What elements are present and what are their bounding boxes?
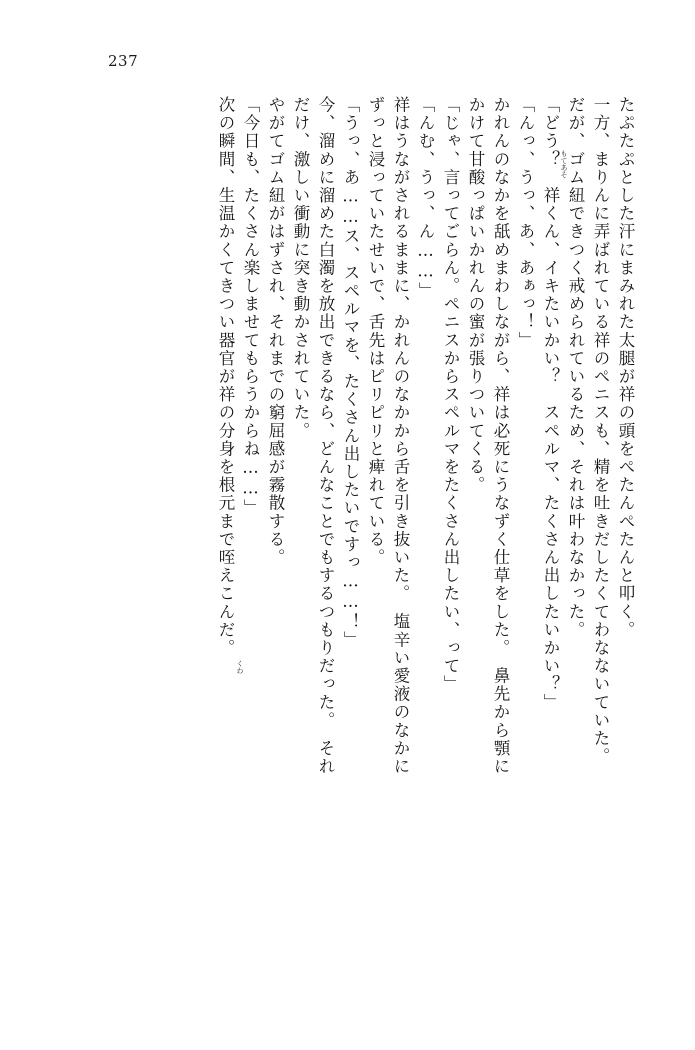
- text-column: かけて甘酸っぱいかれんの蜜が張りついてくる。: [466, 96, 485, 495]
- text-column: 一方、まりんに弄ばれている祥のペニスも、精を吐きだしたくてわなないていた。: [591, 96, 610, 766]
- page-number: 237: [108, 52, 139, 70]
- text-column: 次の瞬間、生温かくてきつい器官が祥の分身を根元まで咥えこんだ。: [216, 96, 235, 658]
- ruby-annotation: くわ: [236, 660, 244, 674]
- text-column: 祥はうながされるままに、かれんのなかから舌を引き抜いた。 塩辛い愛液のなかに: [391, 96, 410, 776]
- vertical-text-block: [73, 96, 633, 816]
- text-column: 「どう？ 祥くん、イキたいかい？ スペルマ、たくさん出したいかい？」: [541, 96, 560, 712]
- text-column: 「うっ、あ……ス、スペルマを、たくさん出したいですっ……！」: [341, 96, 360, 649]
- ruby-annotation: もてあそ: [560, 150, 568, 178]
- text-column: だが、ゴム紐できつく戒められているため、それは叶わなかった。: [566, 96, 585, 639]
- text-column: かれんのなかを舐めまわしながら、祥は必死にうなずく仕草をした。 鼻先から顎に: [491, 96, 510, 776]
- text-column: 「じゃ、言ってごらん。ペニスからスペルマをたくさん出したい、って」: [441, 96, 460, 694]
- text-column: 「んむ、うっ、ん……」: [416, 96, 435, 301]
- text-column: ずっと浸っていたせいで、舌先はピリピリと痺れている。: [366, 96, 385, 567]
- text-column: 今、溜めに溜めた白濁を放出できるなら、どんなことでもするつもりだった。 それ: [316, 96, 335, 776]
- text-column: だけ、激しい衝動に突き動かされていた。: [291, 96, 310, 440]
- text-column: たぷたぷとした汗にまみれた太腿が祥の頭をぺたんぺたんと叩く。: [616, 96, 635, 639]
- text-column: 「んっ、うっ、あ、あぁっ！」: [516, 96, 535, 350]
- text-column: やがてゴム紐がはずされ、それまでの窮屈感が霧散する。: [266, 96, 285, 567]
- text-column: 「今日も、たくさん楽しませてもらうからね……」: [241, 96, 260, 518]
